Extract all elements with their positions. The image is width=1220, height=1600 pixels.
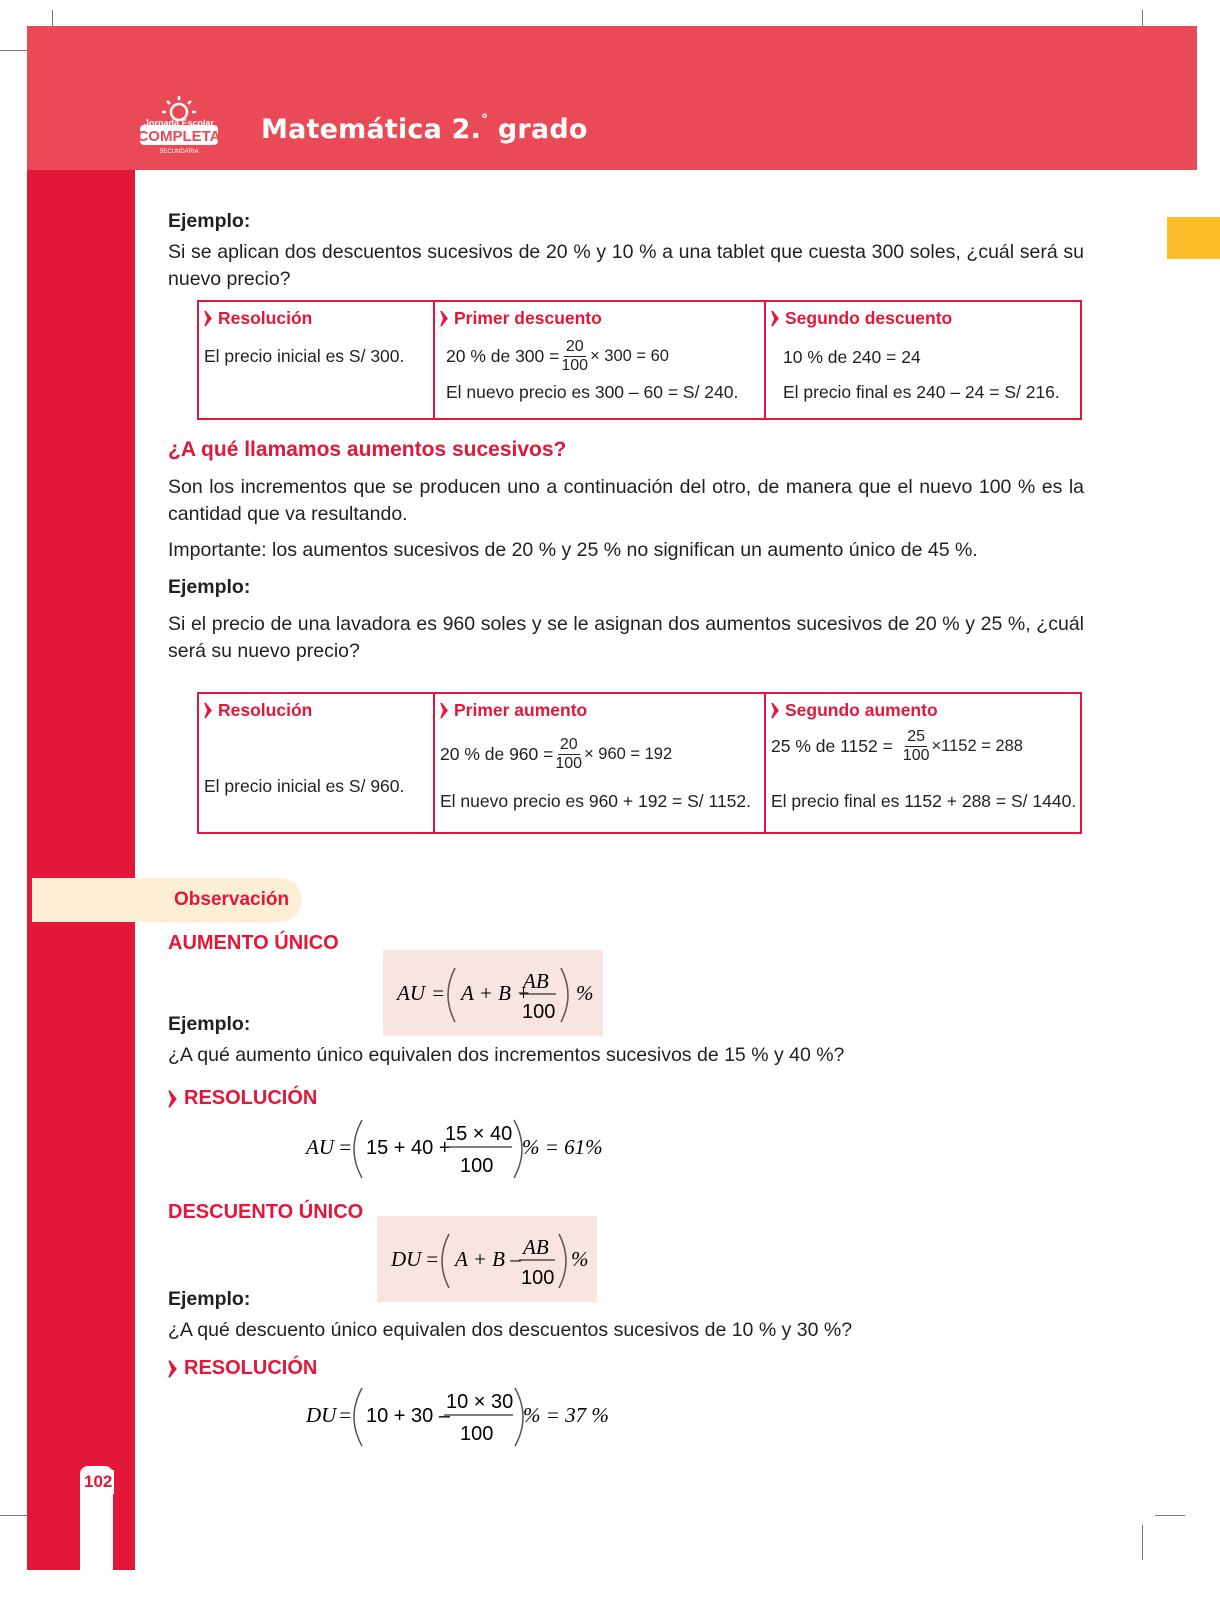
example-question: Si se aplican dos descuentos sucesivos de 20 % y 10 % a una tablet que cuesta 300 soles, ¿cuál será su nuevo precio? (168, 241, 1084, 290)
descuento-unico-heading: DESCUENTO ÚNICO (168, 1201, 364, 1223)
example-question: ¿A qué aumento único equivalen dos incrementos sucesivos de 15 % y 40 %? (168, 1044, 845, 1066)
fraction: $\frac{25}{100}$ (902, 728, 930, 764)
crop-mark (1155, 1515, 1185, 1516)
section-heading: ¿A qué llamamos aumentos sucesivos? (168, 438, 567, 461)
formula-frac-num: AB (523, 969, 549, 993)
res-frac-den: 100 (460, 1423, 494, 1445)
aumento-unico-heading: AUMENTO ÚNICO (168, 932, 339, 954)
table-head-primer-aumento: Primer aumento (440, 700, 587, 721)
table-text: El precio inicial es S/ 300. (204, 346, 405, 366)
formula-inner: A + B – (455, 1247, 521, 1271)
table-cell (435, 302, 766, 418)
fraction: $\frac{20}{100}$ (561, 338, 589, 374)
chevron-right-icon (771, 702, 780, 719)
page-title (261, 112, 588, 145)
formula-frac-den: 100 (521, 1267, 555, 1289)
chevron-right-icon (204, 310, 213, 327)
formula-frac-num: AB (523, 1235, 549, 1259)
res-lhs: AU (306, 1135, 334, 1159)
table-text: El precio final es 240 – 24 = S/ 216. (783, 382, 1060, 402)
example-label: Ejemplo: (168, 1013, 251, 1035)
side-band (27, 170, 135, 1570)
svg-text:=: = (431, 981, 446, 1005)
table-cell (435, 694, 766, 832)
formula-pct: % (571, 1247, 589, 1271)
chevron-right-icon (440, 702, 449, 719)
chevron-right-icon (168, 1359, 178, 1379)
table-head-segundo-aumento: Segundo aumento (771, 700, 938, 721)
table-expression: 20 % de 300 = $\frac{20}{100}$ × 300 = 60 (446, 338, 669, 374)
res-frac-num: 10 × 30 (446, 1391, 514, 1413)
table-text: El precio inicial es S/ 960. (204, 776, 405, 796)
example-label: Ejemplo: (168, 576, 251, 598)
aumento-unico-resolution (300, 1112, 620, 1184)
gold-tab (1167, 217, 1220, 259)
res-result: % = 61% (522, 1135, 603, 1159)
table-head-resolucion: Resolución (204, 308, 312, 329)
logo-text-sub: SECUNDARIA (159, 149, 199, 155)
table-text: 10 % de 240 = 24 (783, 347, 921, 367)
page-number: 102 (82, 1470, 114, 1494)
table-expression: 20 % de 960 = $\frac{20}{100}$ × 960 = 192 (440, 736, 673, 772)
observation-label: Observación (174, 889, 290, 910)
table-head-segundo-descuento: Segundo descuento (771, 308, 952, 329)
table-text: El nuevo precio es 300 – 60 = S/ 240. (446, 382, 739, 402)
title-main: Matemática 2. (261, 114, 482, 145)
formula-pct: % (576, 981, 594, 1005)
title-degree: ° (481, 112, 489, 128)
formula-inner: A + B + (461, 981, 531, 1005)
chevron-right-icon (440, 310, 449, 327)
res-result: % = 37 % (523, 1403, 609, 1427)
table-head-primer-descuento: Primer descuento (440, 308, 602, 329)
increase-table (197, 692, 1082, 834)
example-label: Ejemplo: (168, 210, 251, 232)
formula-lhs: DU (391, 1247, 422, 1271)
title-suffix: grado (488, 114, 588, 145)
descuento-unico-resolution (300, 1380, 620, 1452)
crop-mark (1142, 1525, 1143, 1560)
logo (138, 95, 220, 157)
res-inner: 15 + 40 + (366, 1137, 451, 1159)
fraction: $\frac{20}{100}$ (555, 736, 583, 772)
logo-text-main: COMPLETA (138, 128, 220, 145)
table-cell (766, 302, 1080, 418)
example-question: ¿A qué descuento único equivalen dos descuentos sucesivos de 10 % y 30 %? (168, 1319, 853, 1341)
svg-text:=: = (338, 1135, 353, 1159)
formula-frac-den: 100 (522, 1001, 556, 1023)
logo-text-top: Jornada Escolar (143, 118, 215, 128)
table-text: El nuevo precio es 960 + 192 = S/ 1152. (440, 791, 752, 811)
important-note: Importante: los aumentos sucesivos de 20 % y 25 % no significan un aumento único de 45 %. (168, 539, 978, 561)
table-expression: 25 % de 1152 = $\frac{25}{100}$ ×1152 = 288 (771, 728, 1023, 764)
res-frac-num: 15 × 40 (445, 1123, 513, 1145)
discount-table (197, 300, 1082, 420)
chevron-right-icon (204, 702, 213, 719)
example-label: Ejemplo: (168, 1288, 251, 1310)
chevron-right-icon (168, 1089, 178, 1109)
table-cell (766, 694, 1080, 832)
svg-text:=: = (425, 1247, 440, 1271)
table-cell (199, 694, 435, 832)
resolucion-heading: RESOLUCIÓN (168, 1087, 317, 1110)
table-head-resolucion: Resolución (204, 700, 312, 721)
paragraph: Son los incrementos que se producen uno a continuación del otro, de manera que el nuevo 100 % es la cantidad que va resultando. (168, 476, 1084, 525)
example-question: Si el precio de una lavadora es 960 soles y se le asignan dos aumentos sucesivos de 20 % y 25 %, ¿cuál será su nuevo precio? (168, 613, 1084, 662)
res-frac-den: 100 (460, 1155, 494, 1177)
table-text: El precio final es 1152 + 288 = S/ 1440. (771, 791, 1077, 811)
formula-lhs: AU (397, 981, 425, 1005)
table-cell (199, 302, 435, 418)
res-lhs: DU (306, 1403, 337, 1427)
chevron-right-icon (771, 310, 780, 327)
svg-text:=: = (338, 1403, 353, 1427)
res-inner: 10 + 30 – (366, 1405, 450, 1427)
resolucion-heading: RESOLUCIÓN (168, 1357, 317, 1380)
